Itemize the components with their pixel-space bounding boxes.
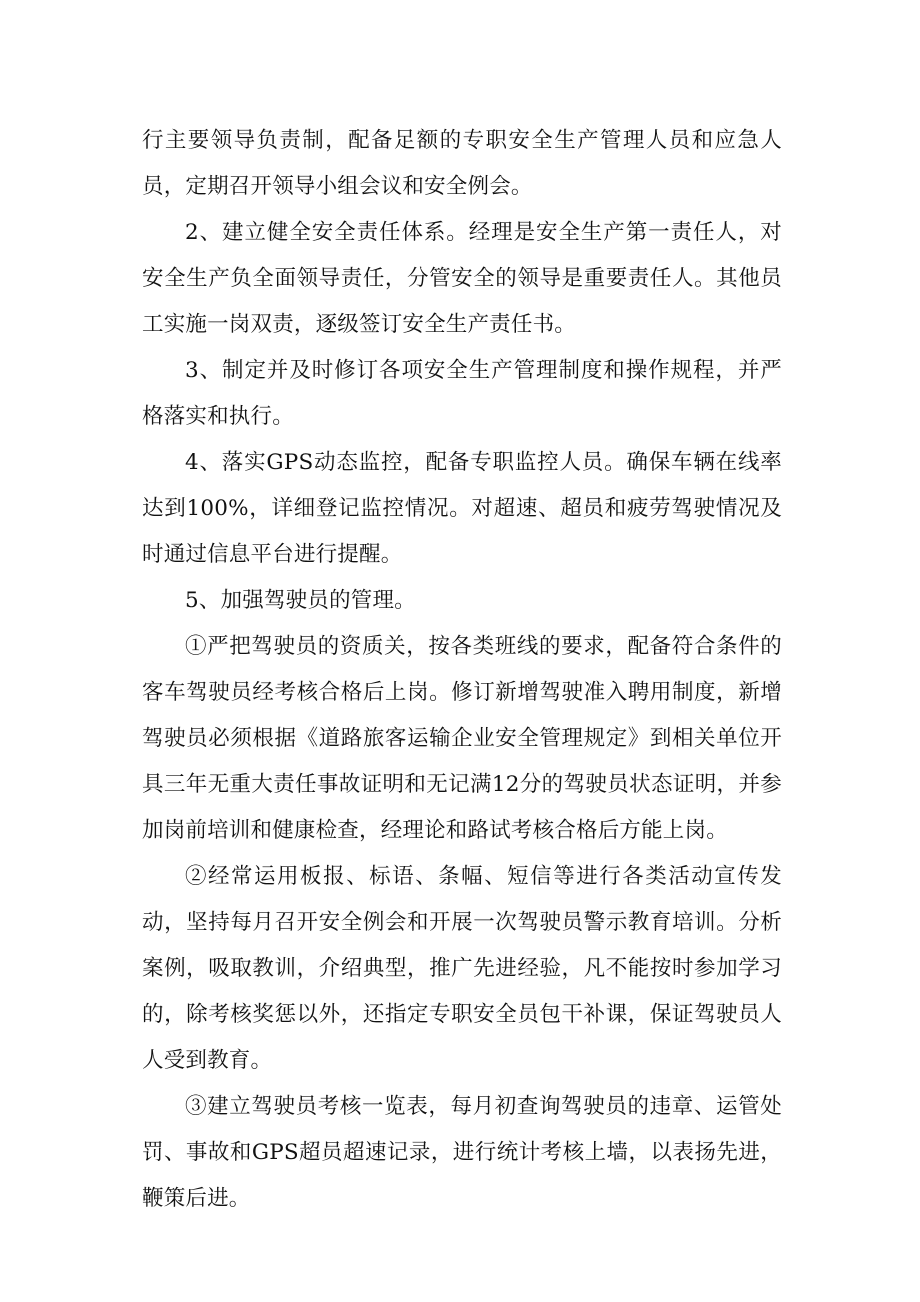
paragraph-continuation: 行主要领导负责制，配备足额的专职安全生产管理人员和应急人员，定期召开领导小组会议和安全例会。 (142, 128, 782, 199)
paragraph-item-2: 2、建立健全安全责任体系。经理是安全生产第一责任人，对安全生产负全面领导责任，分管安全的领导是重要责任人。其他员工实施一岗双责，逐级签订安全生产责任书。 (142, 220, 782, 337)
document-body (142, 118, 782, 1222)
paragraph-item-3: 3、制定并及时修订各项安全生产管理制度和操作规程，并严格落实和执行。 (142, 358, 782, 429)
paragraph-subitem-1: ①严把驾驶员的资质关，按各类班线的要求，配备符合条件的客车驾驶员经考核合格后上岗。修订新增驾驶准入聘用制度，新增驾驶员必须根据《道路旅客运输企业安全管理规定》到相关单位开具三年无重大责任事故证明和无记满12分的驾驶员状态证明，并参加岗前培训和健康检查，经理论和路试考核合格后方能上岗。 (142, 634, 782, 843)
paragraph-subitem-2: ②经常运用板报、标语、条幅、短信等进行各类活动宣传发动，坚持每月召开安全例会和开展一次驾驶员警示教育培训。分析案例，吸取教训，介绍典型，推广先进经验，凡不能按时参加学习的，除考核奖惩以外，还指定专职安全员包干补课，保证驾驶员人人受到教育。 (142, 864, 782, 1073)
paragraph-item-4: 4、落实GPS动态监控，配备专职监控人员。确保车辆在线率达到100%，详细登记监控情况。对超速、超员和疲劳驾驶情况及时通过信息平台进行提醒。 (142, 450, 782, 567)
paragraph-subitem-3: ③建立驾驶员考核一览表，每月初查询驾驶员的违章、运管处罚、事故和GPS超员超速记录，进行统计考核上墙，以表扬先进，鞭策后进。 (142, 1094, 782, 1211)
paragraph-item-5: 5、加强驾驶员的管理。 (185, 588, 416, 613)
